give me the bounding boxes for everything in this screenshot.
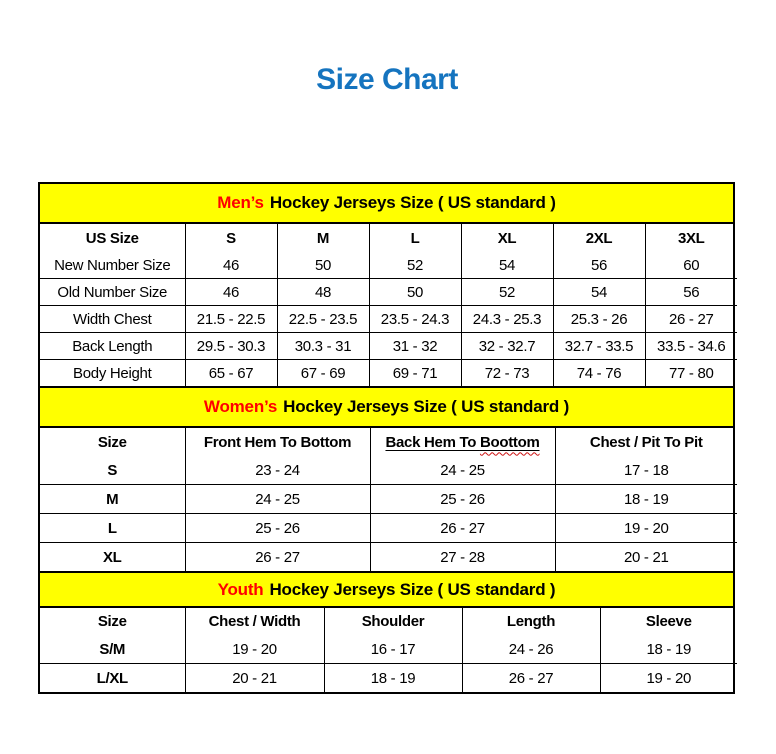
size-value-cell: 52	[461, 279, 553, 306]
header-row	[40, 608, 737, 635]
section-mens	[40, 184, 733, 386]
table-row	[40, 360, 737, 387]
column-header: Front Hem To Bottom	[185, 428, 370, 456]
section-womens-heading	[40, 386, 733, 428]
size-value-cell: 24 - 25	[185, 485, 370, 514]
misspelled-word: Boottom	[479, 433, 540, 451]
size-value-cell: 26 - 27	[645, 306, 737, 333]
size-value-cell: 46	[185, 279, 277, 306]
womens-size-table	[40, 428, 737, 571]
table-row	[40, 306, 737, 333]
youth-size-table	[40, 608, 737, 692]
row-label: Old Number Size	[40, 279, 185, 306]
size-value-cell: 23 - 24	[185, 456, 370, 485]
column-header: Chest / Width	[185, 608, 324, 635]
size-chart	[38, 182, 735, 694]
size-value-cell: 30.3 - 31	[277, 333, 369, 360]
size-value-cell: 24 - 26	[462, 635, 600, 664]
column-header: Size	[40, 608, 185, 635]
row-label: Body Height	[40, 360, 185, 387]
table-row	[40, 664, 737, 693]
size-value-cell: 19 - 20	[555, 514, 737, 543]
size-value-cell: 25 - 26	[370, 485, 555, 514]
row-label: S/M	[40, 635, 185, 664]
table-row	[40, 485, 737, 514]
section-youth-heading	[40, 571, 733, 608]
column-header: Size	[40, 428, 185, 456]
size-value-cell: 33.5 - 34.6	[645, 333, 737, 360]
column-header	[370, 428, 555, 456]
column-header: S	[185, 224, 277, 252]
size-value-cell: 65 - 67	[185, 360, 277, 387]
column-header-label	[385, 434, 539, 451]
size-value-cell: 52	[369, 252, 461, 279]
table-row	[40, 252, 737, 279]
row-label: S	[40, 456, 185, 485]
row-label: XL	[40, 543, 185, 572]
column-header: L	[369, 224, 461, 252]
section-mens-heading	[40, 184, 733, 224]
column-header-text: Back Hem To	[385, 433, 480, 451]
table-row	[40, 333, 737, 360]
table-row	[40, 635, 737, 664]
section-heading-text: Hockey Jerseys Size ( US standard )	[283, 397, 570, 416]
size-value-cell: 25.3 - 26	[553, 306, 645, 333]
size-value-cell: 19 - 20	[185, 635, 324, 664]
size-value-cell: 23.5 - 24.3	[369, 306, 461, 333]
size-value-cell: 24.3 - 25.3	[461, 306, 553, 333]
row-label: Width Chest	[40, 306, 185, 333]
size-value-cell: 48	[277, 279, 369, 306]
section-heading-text: Hockey Jerseys Size ( US standard )	[269, 193, 556, 212]
size-value-cell: 20 - 21	[555, 543, 737, 572]
size-value-cell: 17 - 18	[555, 456, 737, 485]
size-value-cell: 67 - 69	[277, 360, 369, 387]
section-heading-text: Hockey Jerseys Size ( US standard )	[269, 579, 556, 599]
section-heading-accent: Women’s	[203, 397, 278, 416]
size-value-cell: 50	[369, 279, 461, 306]
size-value-cell: 21.5 - 22.5	[185, 306, 277, 333]
column-header: 2XL	[553, 224, 645, 252]
mens-size-table	[40, 224, 737, 386]
size-value-cell: 26 - 27	[462, 664, 600, 693]
table-row	[40, 543, 737, 572]
size-value-cell: 32.7 - 33.5	[553, 333, 645, 360]
size-value-cell: 18 - 19	[324, 664, 462, 693]
column-header: Shoulder	[324, 608, 462, 635]
size-value-cell: 26 - 27	[185, 543, 370, 572]
page-title: Size Chart	[316, 63, 458, 96]
size-value-cell: 50	[277, 252, 369, 279]
column-header: 3XL	[645, 224, 737, 252]
header-row	[40, 428, 737, 456]
size-value-cell: 46	[185, 252, 277, 279]
row-label: M	[40, 485, 185, 514]
size-value-cell: 31 - 32	[369, 333, 461, 360]
size-value-cell: 16 - 17	[324, 635, 462, 664]
column-header: XL	[461, 224, 553, 252]
table-row	[40, 279, 737, 306]
header-row	[40, 224, 737, 252]
size-value-cell: 60	[645, 252, 737, 279]
size-value-cell: 74 - 76	[553, 360, 645, 387]
size-value-cell: 72 - 73	[461, 360, 553, 387]
row-label: New Number Size	[40, 252, 185, 279]
section-womens	[40, 386, 733, 571]
column-header: Sleeve	[600, 608, 737, 635]
size-value-cell: 69 - 71	[369, 360, 461, 387]
size-value-cell: 54	[461, 252, 553, 279]
size-value-cell: 77 - 80	[645, 360, 737, 387]
section-youth	[40, 571, 733, 692]
row-label: Back Length	[40, 333, 185, 360]
size-value-cell: 29.5 - 30.3	[185, 333, 277, 360]
size-value-cell: 56	[553, 252, 645, 279]
size-value-cell: 18 - 19	[600, 635, 737, 664]
size-value-cell: 18 - 19	[555, 485, 737, 514]
size-value-cell: 27 - 28	[370, 543, 555, 572]
size-value-cell: 26 - 27	[370, 514, 555, 543]
column-header: Chest / Pit To Pit	[555, 428, 737, 456]
row-label: L/XL	[40, 664, 185, 693]
size-value-cell: 19 - 20	[600, 664, 737, 693]
size-value-cell: 24 - 25	[370, 456, 555, 485]
column-header: US Size	[40, 224, 185, 252]
table-row	[40, 456, 737, 485]
section-heading-accent: Men’s	[217, 193, 264, 212]
row-label: L	[40, 514, 185, 543]
size-value-cell: 25 - 26	[185, 514, 370, 543]
column-header: M	[277, 224, 369, 252]
size-value-cell: 20 - 21	[185, 664, 324, 693]
size-value-cell: 22.5 - 23.5	[277, 306, 369, 333]
size-value-cell: 32 - 32.7	[461, 333, 553, 360]
size-value-cell: 56	[645, 279, 737, 306]
section-heading-accent: Youth	[217, 579, 264, 599]
size-value-cell: 54	[553, 279, 645, 306]
table-row	[40, 514, 737, 543]
column-header: Length	[462, 608, 600, 635]
